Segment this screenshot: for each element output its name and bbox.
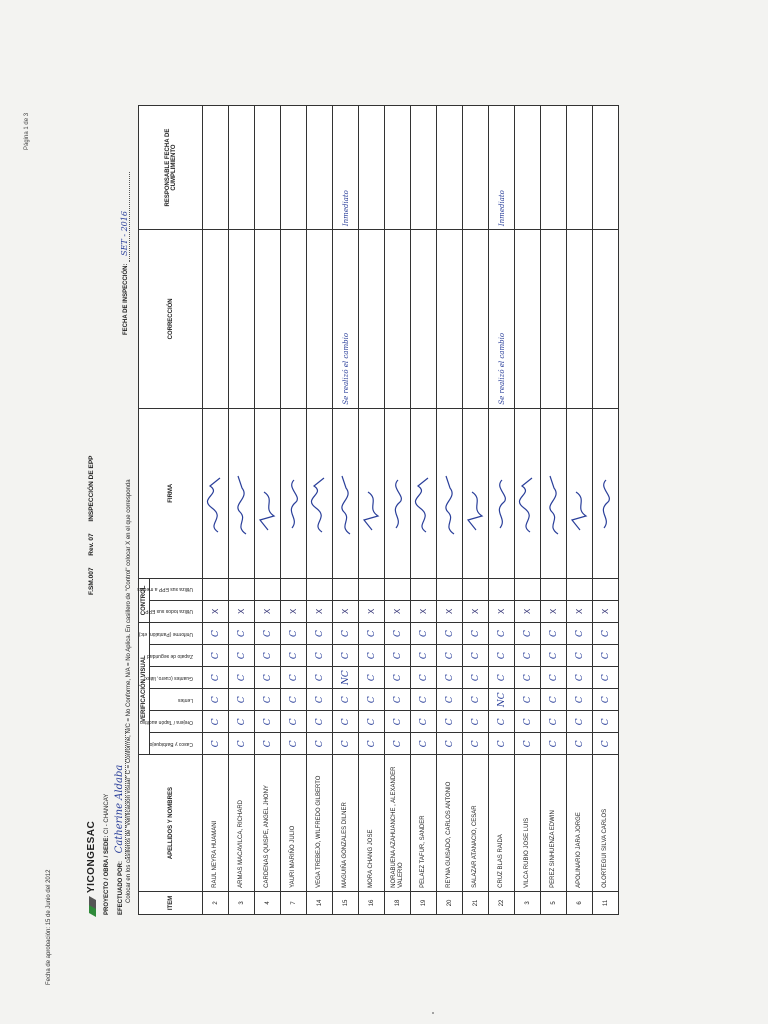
performed-value: Catherine Aldaba	[114, 764, 125, 854]
visual-check: C	[307, 622, 333, 644]
visual-check: C	[229, 645, 255, 667]
visual-check: C	[203, 689, 229, 711]
worker-name: REYNA GUISADO, CARLOS ANTONIO	[437, 755, 463, 892]
header-orejera: Orejera / Tapón auditivo	[150, 711, 203, 733]
visual-check: C	[437, 711, 463, 733]
visual-check: C	[333, 733, 359, 755]
worker-name: APOLINARIO JARA JORGE	[567, 755, 593, 892]
visual-check: C	[229, 689, 255, 711]
worker-name: VEGA TREBEJO, WILFREDO GILBERTO	[307, 755, 333, 892]
control-all-epp: X	[255, 600, 281, 622]
header-zapato: Zapato de seguridad	[150, 645, 203, 667]
signature	[359, 408, 385, 578]
item-number: 3	[515, 891, 541, 914]
logo-mark-icon	[87, 897, 97, 915]
visual-check: C	[489, 667, 515, 689]
visual-check: C	[463, 689, 489, 711]
item-number: 20	[437, 891, 463, 914]
worker-name: ARMAS MACAVILCA, RICHARD	[229, 755, 255, 892]
visual-check: C	[489, 711, 515, 733]
visual-check: C	[593, 689, 619, 711]
visual-check: C	[307, 645, 333, 667]
item-number: 7	[281, 891, 307, 914]
responsible-date: Inmediato	[489, 106, 515, 230]
visual-check: C	[489, 733, 515, 755]
header-visual: VERIFICACIÓN VISUAL	[139, 622, 150, 754]
inspection-sheet	[80, 95, 700, 915]
visual-check: C	[567, 733, 593, 755]
correction	[203, 230, 229, 409]
control-partial-epp	[385, 578, 411, 600]
visual-check: C	[515, 667, 541, 689]
worker-name: MAGUIÑA GONZALES DILNER	[333, 755, 359, 892]
control-partial-epp	[255, 578, 281, 600]
worker-name: CARDENAS QUISPE, ANGEL JHONY	[255, 755, 281, 892]
responsible-date	[515, 106, 541, 230]
responsible-date: Inmediato	[333, 106, 359, 230]
header-firma: FIRMA	[139, 408, 203, 578]
worker-name: MORA CHANG JOSE	[359, 755, 385, 892]
visual-check: C	[463, 733, 489, 755]
visual-check: C	[359, 689, 385, 711]
visual-check: C	[203, 622, 229, 644]
table-row	[567, 106, 593, 915]
visual-check: C	[593, 711, 619, 733]
visual-check: C	[281, 733, 307, 755]
correction	[255, 230, 281, 409]
visual-check: C	[333, 622, 359, 644]
visual-check: C	[541, 733, 567, 755]
responsible-date	[385, 106, 411, 230]
visual-check: C	[489, 645, 515, 667]
visual-check: C	[385, 733, 411, 755]
visual-check: C	[229, 733, 255, 755]
signature	[281, 408, 307, 578]
table-row	[593, 106, 619, 915]
control-all-epp: X	[541, 600, 567, 622]
control-partial-epp	[567, 578, 593, 600]
visual-check: C	[541, 689, 567, 711]
signature	[333, 408, 359, 578]
item-number: 6	[567, 891, 593, 914]
visual-check: C	[359, 645, 385, 667]
control-all-epp: X	[333, 600, 359, 622]
visual-check: C	[307, 667, 333, 689]
inspection-date	[120, 172, 130, 335]
worker-name: VILCA RUBIO JOSE LUIS	[515, 755, 541, 892]
visual-check: C	[437, 645, 463, 667]
project-label: PROYECTO / OBRA / SEDE:	[104, 835, 110, 915]
control-partial-epp	[333, 578, 359, 600]
responsible-date	[307, 106, 333, 230]
item-number: 14	[307, 891, 333, 914]
control-all-epp: X	[385, 600, 411, 622]
header-names: APELLIDOS Y NOMBRES	[139, 755, 203, 892]
table-row	[203, 106, 229, 915]
visual-check: C	[411, 667, 437, 689]
epp-table	[138, 105, 619, 915]
control-all-epp: X	[437, 600, 463, 622]
visual-check: C	[463, 622, 489, 644]
performed-label: EFECTUADO POR:	[118, 861, 124, 915]
visual-check: C	[567, 645, 593, 667]
correction	[281, 230, 307, 409]
signature	[593, 408, 619, 578]
visual-check: C	[307, 689, 333, 711]
visual-check: C	[411, 689, 437, 711]
control-all-epp: X	[281, 600, 307, 622]
visual-check: C	[437, 689, 463, 711]
table-row	[333, 106, 359, 915]
header-responsable: RESPONSABLE FECHA DE CUMPLIMIENTO	[139, 106, 203, 230]
correction	[437, 230, 463, 409]
signature	[385, 408, 411, 578]
signature-scribble	[464, 418, 488, 578]
correction	[567, 230, 593, 409]
visual-check: C	[333, 689, 359, 711]
responsible-date	[281, 106, 307, 230]
header-correccion: CORRECCIÓN	[139, 230, 203, 409]
header-casco: Casco y Barbiquejo	[150, 733, 203, 755]
visual-check: C	[307, 733, 333, 755]
visual-check: C	[359, 711, 385, 733]
signature	[463, 408, 489, 578]
signature-scribble	[360, 418, 384, 578]
visual-check: C	[515, 622, 541, 644]
control-partial-epp	[515, 578, 541, 600]
visual-check: C	[515, 689, 541, 711]
control-partial-epp	[437, 578, 463, 600]
signature	[229, 408, 255, 578]
visual-check: C	[567, 622, 593, 644]
visual-check: C	[255, 667, 281, 689]
table-row	[229, 106, 255, 915]
visual-check: C	[567, 711, 593, 733]
visual-check: C	[593, 667, 619, 689]
correction	[307, 230, 333, 409]
visual-check: C	[203, 645, 229, 667]
signature-scribble	[542, 418, 566, 578]
visual-check: C	[229, 667, 255, 689]
visual-check: C	[307, 711, 333, 733]
visual-check: C	[593, 645, 619, 667]
visual-check: C	[437, 733, 463, 755]
control-partial-epp	[463, 578, 489, 600]
visual-check: C	[411, 645, 437, 667]
control-all-epp: X	[359, 600, 385, 622]
visual-check: C	[385, 667, 411, 689]
signature-scribble	[256, 418, 280, 578]
control-partial-epp	[489, 578, 515, 600]
control-partial-epp	[307, 578, 333, 600]
visual-check: C	[359, 733, 385, 755]
signature-scribble	[438, 418, 462, 578]
project-value: CI - CHANCAY	[104, 793, 110, 834]
control-all-epp: X	[203, 600, 229, 622]
company-logo	[86, 821, 97, 915]
header-item: ITEM	[139, 891, 203, 914]
responsible-date	[411, 106, 437, 230]
worker-name: YAURI MARIÑO JULIO	[281, 755, 307, 892]
control-partial-epp	[203, 578, 229, 600]
company-name: YICONGESAC	[86, 820, 97, 893]
correction	[385, 230, 411, 409]
responsible-date	[437, 106, 463, 230]
signature	[567, 408, 593, 578]
visual-check: C	[541, 711, 567, 733]
visual-check: C	[281, 667, 307, 689]
inspection-date-label: FECHA DE INSPECCIÓN:	[123, 263, 129, 335]
item-number: 11	[593, 891, 619, 914]
responsible-date	[593, 106, 619, 230]
visual-check: C	[385, 711, 411, 733]
signature-scribble	[568, 418, 592, 578]
visual-check: C	[541, 645, 567, 667]
table-row	[463, 106, 489, 915]
item-number: 3	[229, 891, 255, 914]
signature	[307, 408, 333, 578]
table-row	[385, 106, 411, 915]
control-all-epp: X	[411, 600, 437, 622]
control-partial-epp	[229, 578, 255, 600]
table-row	[437, 106, 463, 915]
visual-check: C	[255, 733, 281, 755]
worker-name: NORABUENA AZAHUANCHE , ALEXANDER VALERIO	[385, 755, 411, 892]
header-guantes: Guantes (cuero, látex)	[150, 667, 203, 689]
signature	[541, 408, 567, 578]
worker-name: PELAEZ TAFUR, SANDER	[411, 755, 437, 892]
visual-check: NC	[489, 689, 515, 711]
responsible-date	[255, 106, 281, 230]
responsible-date	[203, 106, 229, 230]
visual-check: C	[359, 622, 385, 644]
visual-check: C	[515, 711, 541, 733]
visual-check: C	[203, 667, 229, 689]
visual-check: C	[411, 622, 437, 644]
responsible-date	[229, 106, 255, 230]
visual-check: C	[489, 622, 515, 644]
item-number: 4	[255, 891, 281, 914]
worker-name: OLORTEGUI SILVA CARLOS	[593, 755, 619, 892]
approval-date: Fecha de aprobación: 15 de Junio del 2012	[46, 869, 52, 985]
responsible-date	[567, 106, 593, 230]
table-row	[255, 106, 281, 915]
table-row	[307, 106, 333, 915]
visual-check: C	[463, 645, 489, 667]
table-row	[489, 106, 515, 915]
visual-check: C	[411, 733, 437, 755]
header-utiliza-todos: Utiliza todos sus EPP	[150, 600, 203, 622]
control-all-epp: X	[463, 600, 489, 622]
visual-check: C	[333, 711, 359, 733]
visual-check: C	[281, 689, 307, 711]
signature	[515, 408, 541, 578]
control-partial-epp	[541, 578, 567, 600]
visual-check: C	[463, 711, 489, 733]
control-all-epp: X	[489, 600, 515, 622]
worker-name: SALAZAR ATANACIO, CESAR	[463, 755, 489, 892]
signature-scribble	[594, 418, 618, 578]
item-number: 2	[203, 891, 229, 914]
header-control: CONTROL	[139, 578, 150, 622]
control-all-epp: X	[307, 600, 333, 622]
form-revision: Rev. 07	[88, 533, 95, 556]
signature	[437, 408, 463, 578]
control-all-epp: X	[515, 600, 541, 622]
correction	[593, 230, 619, 409]
project-line	[104, 794, 110, 915]
item-number: 18	[385, 891, 411, 914]
visual-check: C	[593, 622, 619, 644]
table-row	[541, 106, 567, 915]
correction	[463, 230, 489, 409]
signature	[255, 408, 281, 578]
signature-scribble	[490, 418, 514, 578]
item-number: 21	[463, 891, 489, 914]
visual-check: C	[411, 711, 437, 733]
visual-check: C	[541, 622, 567, 644]
page-number: Página 1 de 3	[24, 112, 30, 150]
header-utiliza-medias: Utiliza sus EPP a medias	[150, 578, 203, 600]
visual-check: C	[255, 622, 281, 644]
signature	[203, 408, 229, 578]
correction	[515, 230, 541, 409]
worker-name: RAUL NEYRA HUAMANI	[203, 755, 229, 892]
instructions: Colocar en los casilleros de "Verificación visual" C = Conforme, N/C = No Conforme, N/A = No Aplica. En casillero de "Control" colocar X en el que corresponda	[126, 479, 132, 903]
signature-scribble	[412, 418, 436, 578]
responsible-date	[463, 106, 489, 230]
correction	[411, 230, 437, 409]
control-partial-epp	[593, 578, 619, 600]
control-all-epp: X	[229, 600, 255, 622]
worker-name: CRUZ BLAS RAIDA	[489, 755, 515, 892]
header-uniforme: Uniforme (Pantalón, etc)	[150, 622, 203, 644]
correction	[229, 230, 255, 409]
visual-check: NC	[333, 667, 359, 689]
signature-scribble	[516, 418, 540, 578]
visual-check: C	[281, 711, 307, 733]
inspection-date-value: SET - 2016	[120, 211, 129, 256]
correction	[359, 230, 385, 409]
form-title: INSPECCIÓN DE EPP	[88, 455, 95, 522]
visual-check: C	[255, 689, 281, 711]
visual-check: C	[229, 622, 255, 644]
visual-check: C	[593, 733, 619, 755]
control-all-epp: X	[593, 600, 619, 622]
table-row	[515, 106, 541, 915]
visual-check: C	[385, 689, 411, 711]
visual-check: C	[385, 622, 411, 644]
visual-check: C	[281, 645, 307, 667]
header-lentes: Lentes	[150, 689, 203, 711]
visual-check: C	[203, 733, 229, 755]
table-row	[281, 106, 307, 915]
visual-check: C	[229, 711, 255, 733]
signature	[489, 408, 515, 578]
visual-check: C	[255, 645, 281, 667]
signature-scribble	[334, 418, 358, 578]
signature-scribble	[308, 418, 332, 578]
correction: Se realizó el cambio	[489, 230, 515, 409]
control-partial-epp	[359, 578, 385, 600]
correction	[541, 230, 567, 409]
visual-check: C	[515, 645, 541, 667]
visual-check: C	[281, 622, 307, 644]
signature-scribble	[230, 418, 254, 578]
worker-name: PEREZ SINHUENZA EDWIN	[541, 755, 567, 892]
scan-speck	[432, 1012, 434, 1014]
control-all-epp: X	[567, 600, 593, 622]
visual-check: C	[333, 645, 359, 667]
responsible-date	[359, 106, 385, 230]
visual-check: C	[203, 711, 229, 733]
form-code: F.SM.007	[88, 567, 95, 595]
visual-check: C	[437, 667, 463, 689]
correction: Se realizó el cambio	[333, 230, 359, 409]
visual-check: C	[437, 622, 463, 644]
visual-check: C	[385, 645, 411, 667]
visual-check: C	[567, 667, 593, 689]
table-row	[359, 106, 385, 915]
visual-check: C	[255, 711, 281, 733]
form-header	[88, 446, 95, 596]
signature-scribble	[282, 418, 306, 578]
item-number: 5	[541, 891, 567, 914]
control-partial-epp	[281, 578, 307, 600]
item-number: 15	[333, 891, 359, 914]
visual-check: C	[359, 667, 385, 689]
visual-check: C	[515, 733, 541, 755]
item-number: 22	[489, 891, 515, 914]
control-partial-epp	[411, 578, 437, 600]
signature	[411, 408, 437, 578]
item-number: 19	[411, 891, 437, 914]
responsible-date	[541, 106, 567, 230]
signature-scribble	[204, 418, 228, 578]
visual-check: C	[541, 667, 567, 689]
performed-line	[114, 729, 126, 915]
visual-check: C	[463, 667, 489, 689]
table-row	[411, 106, 437, 915]
item-number: 16	[359, 891, 385, 914]
visual-check: C	[567, 689, 593, 711]
signature-scribble	[386, 418, 410, 578]
